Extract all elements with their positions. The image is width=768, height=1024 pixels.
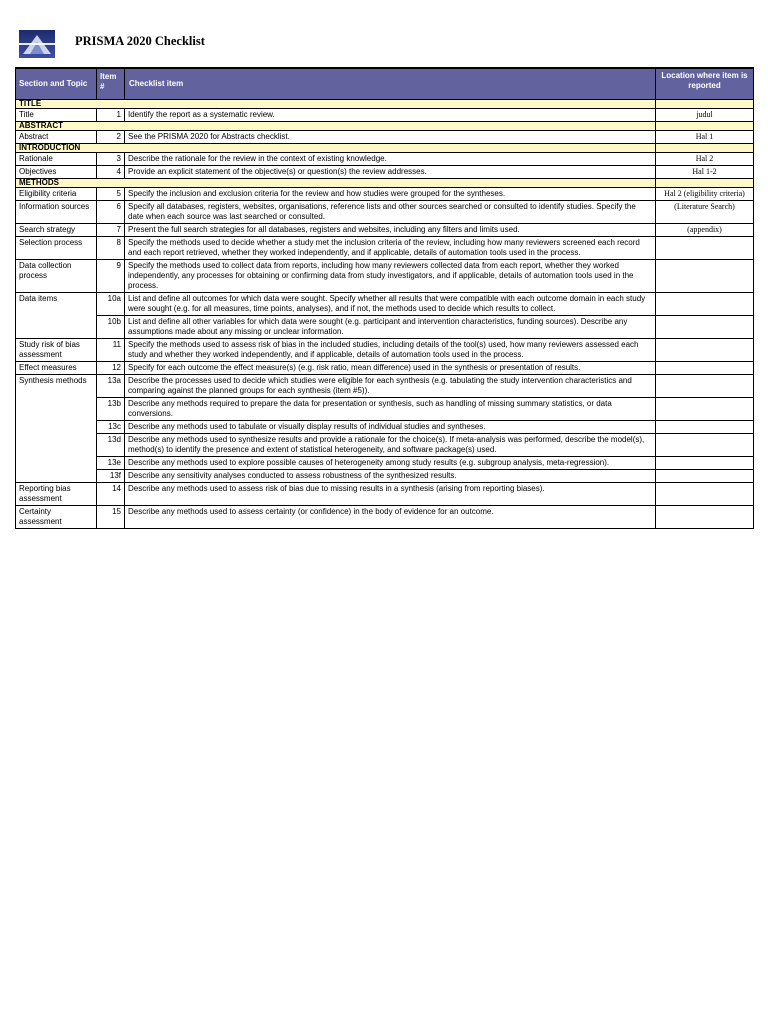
table-row — [16, 421, 754, 434]
item-number-header: Item # — [97, 68, 125, 100]
item-number-cell: 13f — [97, 470, 125, 483]
document-header — [19, 28, 749, 60]
topic-cell: Eligibility criteria — [16, 188, 97, 201]
checklist-item-cell: List and define all outcomes for which data were sought. Specify whether all results that were compatible with each outcome domain in each study were sought (e.g. for all measures, time points, analyses), and if not, the methods used to decide which results to collect. — [125, 293, 656, 316]
topic-cell: Study risk of bias assessment — [16, 339, 97, 362]
location-cell — [656, 362, 754, 375]
checklist-item-cell: Describe any methods used to explore possible causes of heterogeneity among study results (e.g. subgroup analysis, meta-regression). — [125, 457, 656, 470]
topic-cell: Certainty assessment — [16, 506, 97, 529]
item-number-cell: 7 — [97, 224, 125, 237]
checklist-item-cell: Specify the methods used to decide whether a study met the inclusion criteria of the review, including how many reviewers screened each record and each report retrieved, whether they worked independently, and if applicable, details of automation tools used in the process. — [125, 237, 656, 260]
item-number-cell: 13c — [97, 421, 125, 434]
item-number-cell: 14 — [97, 483, 125, 506]
section-row-title — [16, 100, 754, 109]
topic-cell: Data collection process — [16, 260, 97, 293]
location-cell — [656, 375, 754, 398]
section-row-introduction — [16, 144, 754, 153]
location-cell — [656, 457, 754, 470]
location-cell — [656, 421, 754, 434]
section-label: INTRODUCTION — [16, 144, 656, 153]
checklist-item-cell: Present the full search strategies for all databases, registers and websites, including any filters and limits used. — [125, 224, 656, 237]
location-cell — [656, 434, 754, 457]
section-location-cell — [656, 179, 754, 188]
item-number-cell: 1 — [97, 109, 125, 122]
topic-cell: Data items — [16, 293, 97, 339]
header-row — [16, 68, 754, 100]
checklist-item-cell: Describe any methods used to assess risk of bias due to missing results in a synthesis (arising from reporting biases). — [125, 483, 656, 506]
item-number-cell: 10a — [97, 293, 125, 316]
checklist-table — [15, 67, 754, 529]
document-title: PRISMA 2020 Checklist — [75, 34, 205, 48]
topic-cell: Objectives — [16, 166, 97, 179]
table-row — [16, 237, 754, 260]
table-row — [16, 293, 754, 316]
checklist-item-header: Checklist item — [125, 68, 656, 100]
checklist-item-cell: Describe the processes used to decide which studies were eligible for each synthesis (e.g. tabulating the study intervention characteristics and comparing against the planned groups for each synthesis (item #5)). — [125, 375, 656, 398]
section-row-abstract — [16, 122, 754, 131]
checklist-item-cell: Specify for each outcome the effect measure(s) (e.g. risk ratio, mean difference) used in the synthesis or presentation of results. — [125, 362, 656, 375]
item-number-cell: 11 — [97, 339, 125, 362]
checklist-item-cell: Describe any methods used to tabulate or visually display results of individual studies and syntheses. — [125, 421, 656, 434]
table-row — [16, 506, 754, 529]
location-header: Location where item is reported — [656, 68, 754, 100]
location-cell — [656, 293, 754, 316]
table-row — [16, 339, 754, 362]
section-location-cell — [656, 144, 754, 153]
section-location-cell — [656, 122, 754, 131]
item-number-cell: 13b — [97, 398, 125, 421]
table-row — [16, 201, 754, 224]
checklist-item-cell: Describe any methods used to assess certainty (or confidence) in the body of evidence for an outcome. — [125, 506, 656, 529]
location-cell — [656, 470, 754, 483]
section-label: METHODS — [16, 179, 656, 188]
section-row-methods — [16, 179, 754, 188]
topic-cell: Rationale — [16, 153, 97, 166]
checklist-item-cell: Describe the rationale for the review in the context of existing knowledge. — [125, 153, 656, 166]
table-row — [16, 457, 754, 470]
checklist-item-cell: List and define all other variables for which data were sought (e.g. participant and intervention characteristics, funding sources). Describe any assumptions made about any missing or unclear information. — [125, 316, 656, 339]
checklist-item-cell: Specify the methods used to assess risk of bias in the included studies, including details of the tool(s) used, how many reviewers assessed each study and whether they worked independently, and if applicable, details of automation tools used in the process. — [125, 339, 656, 362]
location-cell: Hal 2 (eligibility criteria) — [656, 188, 754, 201]
table-row — [16, 131, 754, 144]
topic-cell: Information sources — [16, 201, 97, 224]
checklist-item-cell: Provide an explicit statement of the objective(s) or question(s) the review addresses. — [125, 166, 656, 179]
topic-cell: Abstract — [16, 131, 97, 144]
table-row — [16, 434, 754, 457]
table-row — [16, 224, 754, 237]
item-number-cell: 9 — [97, 260, 125, 293]
location-cell — [656, 398, 754, 421]
table-row — [16, 362, 754, 375]
table-row — [16, 153, 754, 166]
checklist-item-cell: Describe any methods required to prepare the data for presentation or synthesis, such as handling of missing summary statistics, or data conversions. — [125, 398, 656, 421]
checklist-item-cell: Describe any methods used to synthesize results and provide a rationale for the choice(s). If meta-analysis was performed, describe the model(s), method(s) to identify the presence and extent of statistical heterogeneity, and software package(s) used. — [125, 434, 656, 457]
topic-cell: Title — [16, 109, 97, 122]
item-number-cell: 13a — [97, 375, 125, 398]
item-number-cell: 13e — [97, 457, 125, 470]
location-cell — [656, 316, 754, 339]
checklist-item-cell: See the PRISMA 2020 for Abstracts checklist. — [125, 131, 656, 144]
item-number-cell: 2 — [97, 131, 125, 144]
item-number-cell: 15 — [97, 506, 125, 529]
location-cell: (Literature Search) — [656, 201, 754, 224]
checklist-item-cell: Specify all databases, registers, websites, organisations, reference lists and other sources searched or consulted to identify studies. Specify the date when each source was last searched or consulted. — [125, 201, 656, 224]
topic-cell: Reporting bias assessment — [16, 483, 97, 506]
section-location-cell — [656, 100, 754, 109]
checklist-item-cell: Identify the report as a systematic review. — [125, 109, 656, 122]
location-cell: Hal 2 — [656, 153, 754, 166]
table-row — [16, 260, 754, 293]
topic-cell: Search strategy — [16, 224, 97, 237]
location-cell: judul — [656, 109, 754, 122]
location-cell: (appendix) — [656, 224, 754, 237]
table-row — [16, 398, 754, 421]
table-row — [16, 483, 754, 506]
checklist-item-cell: Specify the methods used to collect data from reports, including how many reviewers collected data from each report, whether they worked independently, any processes for obtaining or confirming data from study investigators, and if applicable, details of automation tools used in the process. — [125, 260, 656, 293]
table-row — [16, 188, 754, 201]
table-row — [16, 109, 754, 122]
item-number-cell: 6 — [97, 201, 125, 224]
location-cell — [656, 237, 754, 260]
section-label: TITLE — [16, 100, 656, 109]
item-number-cell: 3 — [97, 153, 125, 166]
location-cell — [656, 483, 754, 506]
topic-cell: Synthesis methods — [16, 375, 97, 483]
checklist-body — [16, 100, 754, 529]
table-row — [16, 316, 754, 339]
table-row — [16, 375, 754, 398]
topic-cell: Effect measures — [16, 362, 97, 375]
item-number-cell: 8 — [97, 237, 125, 260]
prisma-logo-icon — [19, 30, 55, 58]
location-cell: Hal 1 — [656, 131, 754, 144]
table-row — [16, 166, 754, 179]
section-topic-header: Section and Topic — [16, 68, 97, 100]
item-number-cell: 4 — [97, 166, 125, 179]
item-number-cell: 13d — [97, 434, 125, 457]
topic-cell: Selection process — [16, 237, 97, 260]
item-number-cell: 10b — [97, 316, 125, 339]
item-number-cell: 5 — [97, 188, 125, 201]
checklist-item-cell: Specify the inclusion and exclusion criteria for the review and how studies were grouped for the syntheses. — [125, 188, 656, 201]
location-cell — [656, 339, 754, 362]
checklist-item-cell: Describe any sensitivity analyses conducted to assess robustness of the synthesized results. — [125, 470, 656, 483]
item-number-cell: 12 — [97, 362, 125, 375]
location-cell: Hal 1-2 — [656, 166, 754, 179]
table-row — [16, 470, 754, 483]
location-cell — [656, 506, 754, 529]
section-label: ABSTRACT — [16, 122, 656, 131]
location-cell — [656, 260, 754, 293]
